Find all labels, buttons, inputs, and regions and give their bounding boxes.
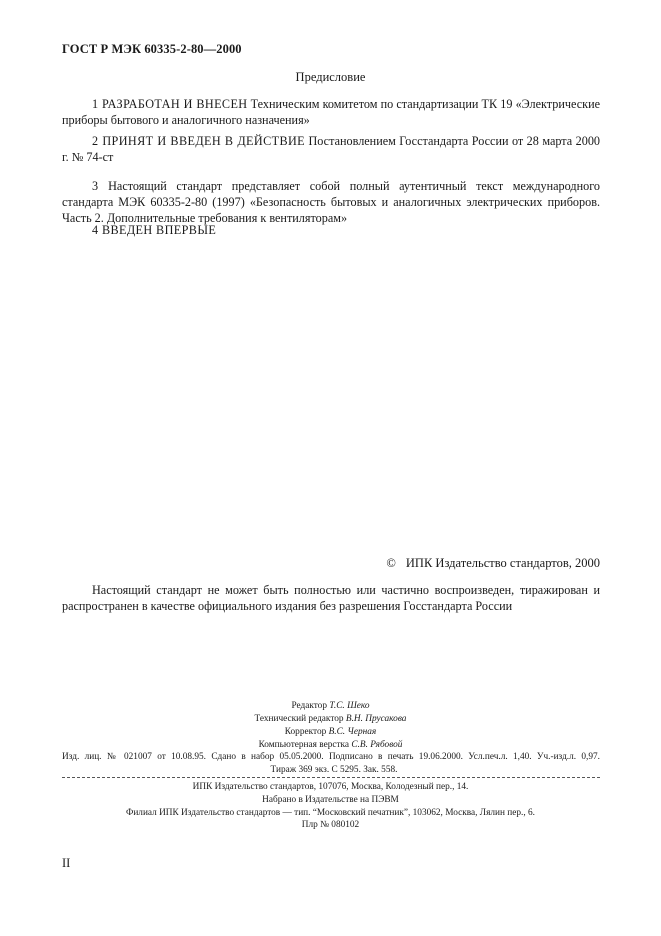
credit-editor: Редактор Т.С. Шеко	[291, 701, 370, 711]
preface-item-lead: 1 РАЗРАБОТАН И ВНЕСЕН	[92, 97, 248, 111]
publication-info	[62, 751, 600, 777]
copyright-symbol: ©	[386, 556, 396, 570]
publication-line-1: Изд. лиц. № 021007 от 10.08.95. Сдано в набор 05.05.2000. Подписано в печать 19.06.2000. Усл.печ.л. 1,40. Уч.-изд.л. 0,97.	[62, 752, 600, 762]
preface-item-lead: 4 ВВЕДЕН ВПЕРВЫЕ	[92, 223, 217, 237]
copyright-text: ИПК Издательство стандартов, 2000	[405, 556, 600, 570]
credit-tech-editor: Технический редактор В.Н. Прусакова	[254, 714, 407, 724]
separator-rule	[62, 777, 600, 778]
notice-text: Настоящий стандарт не может быть полностью или частично воспроизведен, тиражирован и распространен в качестве официального издания без разрешения Госстандарта России	[62, 583, 600, 613]
copyright-line	[380, 556, 600, 571]
credit-layout: Компьютерная верстка С.В. Рябовой	[258, 740, 403, 750]
standard-code: ГОСТ Р МЭК 60335-2-80—2000	[62, 42, 242, 56]
preface-item-3	[62, 178, 600, 226]
preface-item-2	[62, 133, 600, 165]
preface-item-lead: 2 ПРИНЯТ И ВВЕДЕН В ДЕЙСТВИЕ	[92, 134, 306, 148]
printing-line: Набрано в Издательстве на ПЭВМ	[262, 794, 399, 805]
credit-proofreader: Корректор В.С. Черная	[284, 727, 377, 737]
printing-line: Филиал ИПК Издательство стандартов — тип. “Московский печатник”, 103062, Москва, Лялин пер., 6.	[125, 807, 535, 818]
preface-title: Предисловие	[295, 70, 366, 84]
printing-line: Плр № 080102	[301, 820, 360, 831]
preface-item-text: Настоящий стандарт представляет собой полный аутентичный текст международного стандарта МЭК 60335-2-80 (1997) «Безопасность бытовых и аналогичных электрических приборов. Часть 2. Дополнительные требования к вентиляторам»	[62, 179, 600, 225]
page-number: II	[62, 856, 71, 870]
editorial-credits	[0, 700, 661, 752]
printing-info	[0, 781, 661, 832]
preface-item-lead: 3	[92, 179, 99, 193]
reproduction-notice	[62, 582, 600, 614]
publication-line-2: Тираж 369 экз. С 5295. Зак. 558.	[270, 765, 398, 775]
preface-item-4	[62, 222, 600, 238]
printing-line: ИПК Издательство стандартов, 107076, Москва, Колодезный пер., 14.	[192, 782, 469, 792]
preface-item-1	[62, 96, 600, 128]
preface-item-text: Постановлением Госстандарта России от 28 марта 2000 г. № 74-ст	[62, 134, 601, 164]
preface-item-text: Техническим комитетом по стандартизации ТК 19 «Электрические приборы бытового и аналогичного назначения»	[62, 97, 600, 127]
